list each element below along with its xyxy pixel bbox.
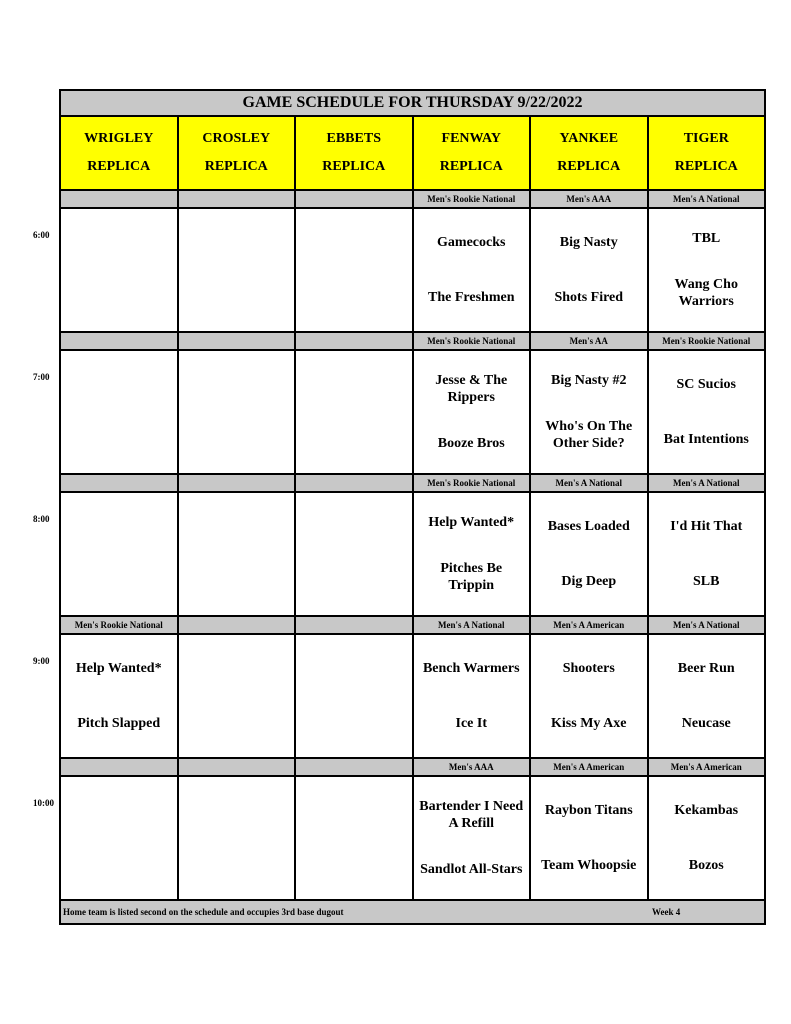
- away-team: Shooters: [562, 661, 615, 676]
- footer-note: Home team is listed second on the schedule and occupies 3rd base dugout: [63, 907, 344, 917]
- home-team: The Freshmen: [428, 290, 515, 305]
- game-cell: [61, 351, 179, 473]
- division-label: Men's A National: [672, 194, 740, 204]
- game-cell: [296, 635, 414, 757]
- home-team: Who's On The Other Side?: [545, 419, 633, 452]
- home-team: Shots Fired: [554, 290, 624, 305]
- division-label: Men's Rookie National: [414, 475, 532, 491]
- game-cell: [531, 635, 649, 757]
- division-label: [296, 475, 414, 491]
- field-name: CROSLEY: [202, 131, 271, 146]
- home-team: SLB: [693, 574, 720, 589]
- away-team: Beer Run: [677, 661, 735, 676]
- division-label: Men's A American: [531, 759, 649, 775]
- time-label: 7:00: [33, 372, 50, 382]
- division-row: [61, 475, 764, 493]
- game-cell: [61, 209, 179, 331]
- game-cell: [414, 777, 532, 899]
- game-cell: [61, 493, 179, 615]
- game-row: [61, 635, 764, 759]
- division-label: Men's A American: [670, 762, 742, 772]
- time-label: 9:00: [33, 656, 50, 666]
- game-cell: [649, 351, 765, 473]
- game-cell: [414, 493, 532, 615]
- away-team: Bartender I Need A Refill: [419, 798, 524, 831]
- game-cell: [61, 635, 179, 757]
- game-row: [61, 493, 764, 617]
- game-cell: [649, 777, 765, 899]
- away-team: Bases Loaded: [547, 519, 630, 534]
- field-name: EBBETS: [326, 131, 381, 146]
- division-label: Men's A National: [531, 475, 649, 491]
- field-sub: REPLICA: [439, 159, 503, 174]
- division-label: [179, 475, 297, 491]
- division-label: [61, 333, 179, 349]
- game-cell: [414, 351, 532, 473]
- field-name: WRIGLEY: [84, 131, 154, 146]
- division-label: [61, 191, 179, 207]
- time-label: 6:00: [33, 230, 50, 240]
- away-team: Bench Warmers: [422, 661, 520, 676]
- division-label: Men's Rookie National: [662, 336, 751, 346]
- game-cell: [649, 493, 765, 615]
- schedule-title: GAME SCHEDULE FOR THURSDAY 9/22/2022: [61, 91, 764, 117]
- home-team: Pitch Slapped: [77, 716, 161, 731]
- away-team: Raybon Titans: [544, 803, 633, 818]
- game-row: [61, 351, 764, 475]
- game-cell: [179, 777, 297, 899]
- division-label: Men's Rookie National: [414, 191, 532, 207]
- home-team: Ice It: [455, 716, 487, 731]
- time-label: 8:00: [33, 514, 50, 524]
- division-label: [296, 333, 414, 349]
- division-label: Men's A National: [672, 620, 740, 630]
- division-label: [296, 191, 414, 207]
- field-name: FENWAY: [441, 131, 501, 146]
- division-label: Men's A American: [531, 617, 649, 633]
- division-row: [61, 333, 764, 351]
- away-team: Help Wanted*: [75, 661, 162, 676]
- field-header-tiger: [649, 117, 765, 189]
- division-label: Men's Rookie National: [61, 617, 179, 633]
- home-team: Kiss My Axe: [551, 716, 627, 731]
- division-label: [179, 617, 297, 633]
- game-row: [61, 209, 764, 333]
- away-team: Kekambas: [674, 803, 739, 818]
- division-label: Men's Rookie National: [414, 333, 532, 349]
- field-sub: REPLICA: [204, 159, 268, 174]
- game-cell: [296, 351, 414, 473]
- division-row: [61, 617, 764, 635]
- game-cell: [179, 209, 297, 331]
- home-team: Pitches Be Trippin: [440, 561, 503, 594]
- away-team: Big Nasty #2: [551, 372, 627, 388]
- game-cell: [531, 493, 649, 615]
- away-team: Big Nasty: [559, 235, 618, 250]
- game-cell: [531, 777, 649, 899]
- field-name: YANKEE: [559, 131, 619, 146]
- game-cell: [179, 635, 297, 757]
- time-slots: [61, 191, 764, 901]
- home-team: Neucase: [681, 716, 731, 731]
- division-label: Men's AAA: [414, 759, 532, 775]
- game-cell: [649, 635, 765, 757]
- away-team: TBL: [692, 230, 721, 246]
- time-label: 10:00: [33, 798, 54, 808]
- game-cell: [531, 209, 649, 331]
- division-label: Men's A National: [672, 478, 740, 488]
- division-label: [61, 475, 179, 491]
- game-cell: [414, 635, 532, 757]
- schedule-table: [59, 89, 766, 925]
- field-sub: REPLICA: [557, 159, 621, 174]
- division-label: [61, 759, 179, 775]
- home-team: Team Whoopsie: [541, 858, 637, 873]
- home-team: Dig Deep: [561, 574, 617, 589]
- away-team: SC Sucios: [676, 377, 737, 392]
- game-cell: [179, 351, 297, 473]
- home-team: Booze Bros: [437, 436, 505, 452]
- field-sub: REPLICA: [322, 159, 386, 174]
- division-label: [296, 759, 414, 775]
- home-team: Bat Intentions: [663, 432, 749, 447]
- away-team: Help Wanted*: [428, 514, 515, 530]
- field-header-fenway: [414, 117, 532, 189]
- game-row: [61, 777, 764, 901]
- home-team: Wang Cho Warriors: [674, 277, 738, 310]
- field-sub: REPLICA: [87, 159, 151, 174]
- field-header-row: [61, 117, 764, 191]
- division-label: [296, 617, 414, 633]
- away-team: Gamecocks: [437, 235, 506, 250]
- away-team: I'd Hit That: [670, 519, 743, 534]
- game-cell: [296, 493, 414, 615]
- game-cell: [296, 209, 414, 331]
- footer-row: [61, 901, 764, 923]
- field-sub: REPLICA: [674, 159, 738, 174]
- division-label: [179, 333, 297, 349]
- away-team: Jesse & The Rippers: [435, 372, 508, 405]
- division-label: Men's AA: [531, 333, 649, 349]
- game-cell: [649, 209, 765, 331]
- game-cell: [61, 777, 179, 899]
- game-cell: [179, 493, 297, 615]
- field-header-ebbets: [296, 117, 414, 189]
- division-label: Men's A National: [414, 617, 532, 633]
- division-row: [61, 759, 764, 777]
- game-cell: [414, 209, 532, 331]
- division-label: [179, 759, 297, 775]
- division-row: [61, 191, 764, 209]
- division-label: [179, 191, 297, 207]
- field-header-yankee: [531, 117, 649, 189]
- game-cell: [296, 777, 414, 899]
- field-header-crosley: [179, 117, 297, 189]
- game-cell: [531, 351, 649, 473]
- field-header-wrigley: [61, 117, 179, 189]
- week-label: Week 4: [652, 907, 681, 917]
- home-team: Sandlot All-Stars: [420, 862, 523, 878]
- field-name: TIGER: [683, 131, 729, 146]
- home-team: Bozos: [688, 858, 724, 873]
- division-label: Men's AAA: [531, 191, 649, 207]
